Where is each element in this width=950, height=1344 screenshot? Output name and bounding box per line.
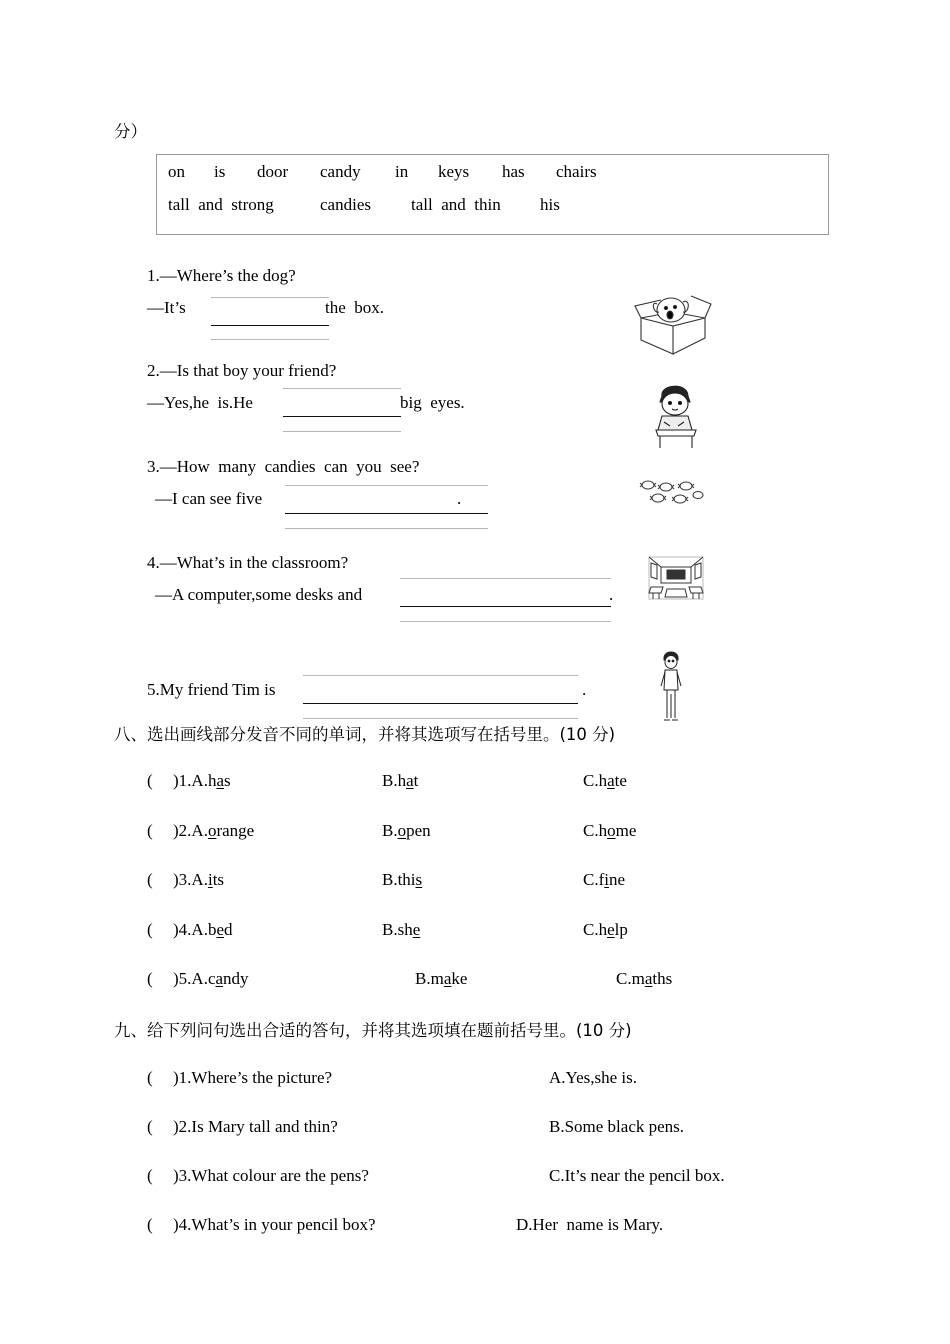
underlined-letter: a: [644, 969, 653, 988]
answer-blank[interactable]: [400, 578, 614, 622]
question-number: )4.A.: [173, 920, 208, 939]
answer-option: B.Some black pens.: [549, 1117, 685, 1136]
word-bank-word: on: [168, 162, 185, 181]
option-b: B.she: [382, 920, 421, 939]
question-text: )3.What colour are the pens?: [173, 1166, 369, 1185]
underlined-letter: o: [207, 821, 217, 840]
option-c: C.hate: [583, 771, 627, 790]
answer-paren[interactable]: (: [147, 920, 153, 939]
boy-at-desk-icon: [648, 380, 703, 450]
option-b: B.make: [415, 969, 468, 988]
question-text: 3.—How many candies can you see?: [147, 457, 420, 476]
underlined-letter: a: [443, 969, 452, 988]
answer-suffix: .: [582, 680, 587, 699]
answer-suffix: the box.: [325, 298, 385, 317]
section-8-title: 八、选出画线部分发音不同的单词，并将其选项写在括号里。(10 分): [114, 725, 616, 744]
underlined-letter: s: [415, 870, 423, 889]
option-c: C.home: [583, 821, 637, 840]
answer-blank[interactable]: [303, 675, 578, 719]
word-bank-word: is: [214, 162, 226, 181]
underlined-letter: i: [207, 870, 213, 889]
phonics-row: )4.A.bed: [173, 920, 233, 939]
underlined-letter: e: [216, 920, 224, 939]
answer-paren[interactable]: (: [147, 1068, 153, 1087]
tall-boy-icon: [656, 650, 686, 724]
word-bank-word: tall and strong: [168, 195, 274, 214]
answer-prefix: —It’s: [147, 298, 186, 317]
underlined-letter: a: [607, 771, 615, 790]
word-bank-word: chairs: [556, 162, 597, 181]
underlined-letter: i: [604, 870, 609, 889]
answer-blank[interactable]: [283, 388, 401, 432]
answer-suffix: .: [457, 489, 462, 508]
answer-paren[interactable]: (: [147, 1166, 153, 1185]
question-number: )1.A.: [173, 771, 208, 790]
question-text: )1.Where’s the picture?: [173, 1068, 333, 1087]
question-number: )2.A.: [173, 821, 208, 840]
word-bank-word: keys: [438, 162, 470, 181]
answer-paren[interactable]: (: [147, 821, 153, 840]
answer-blank[interactable]: [211, 297, 329, 327]
option-c: C.help: [583, 920, 628, 939]
answer-option: C.It’s near the pencil box.: [549, 1166, 725, 1185]
option-b: B.this: [382, 870, 423, 889]
underlined-letter: a: [216, 771, 224, 790]
answer-paren[interactable]: (: [147, 1117, 153, 1136]
answer-suffix: .: [609, 585, 614, 604]
phonics-row: )5.A.candy: [173, 969, 249, 988]
option-b: B.open: [382, 821, 431, 840]
candies-icon: [638, 477, 706, 507]
answer-prefix: —I can see five: [155, 489, 263, 508]
question-number: )3.A.: [173, 870, 208, 889]
answer-prefix: —A computer,some desks and: [155, 585, 363, 604]
answer-paren[interactable]: (: [147, 969, 153, 988]
option-c: C.maths: [616, 969, 673, 988]
answer-paren[interactable]: (: [147, 1215, 153, 1234]
phonics-row: )1.A.has: [173, 771, 231, 790]
underlined-letter: e: [412, 920, 421, 939]
word-bank-word: in: [395, 162, 409, 181]
answer-option: D.Her name is Mary.: [516, 1215, 664, 1234]
underlined-letter: e: [607, 920, 615, 939]
option-b: B.hat: [382, 771, 419, 790]
question-text: )2.Is Mary tall and thin?: [173, 1117, 338, 1136]
word-bank-word: tall and thin: [411, 195, 501, 214]
answer-paren[interactable]: (: [147, 771, 153, 790]
question-text: )4.What’s in your pencil box?: [173, 1215, 376, 1234]
underlined-letter: o: [607, 821, 616, 840]
answer-paren[interactable]: (: [147, 870, 153, 889]
phonics-row: )2.A.orange: [173, 821, 255, 840]
question-text: 4.—What’s in the classroom?: [147, 553, 349, 572]
section-9-title: 九、给下列问句选出合适的答句，并将其选项填在题前括号里。(10 分): [114, 1021, 632, 1040]
classroom-icon: [645, 553, 707, 603]
section-title-fragment: 分）: [114, 122, 147, 141]
answer-option: A.Yes,she is.: [549, 1068, 638, 1087]
word-bank-word: has: [502, 162, 525, 181]
word-bank-word: candies: [320, 195, 371, 214]
question-number: )5.A.: [173, 969, 208, 988]
answer-prefix: 5.My friend Tim is: [147, 680, 276, 699]
underlined-letter: o: [397, 821, 407, 840]
answer-prefix: —Yes,he is.He: [147, 393, 253, 412]
question-text: 2.—Is that boy your friend?: [147, 361, 337, 380]
underlined-letter: a: [215, 969, 224, 988]
word-bank-word: candy: [320, 162, 361, 181]
dog-in-box-icon: [633, 288, 713, 358]
option-c: C.fine: [583, 870, 626, 889]
word-bank-word: door: [257, 162, 289, 181]
phonics-row: )3.A.its: [173, 870, 225, 889]
question-text: 1.—Where’s the dog?: [147, 266, 296, 285]
underlined-letter: a: [406, 771, 414, 790]
word-bank-word: his: [540, 195, 560, 214]
answer-suffix: big eyes.: [400, 393, 465, 412]
